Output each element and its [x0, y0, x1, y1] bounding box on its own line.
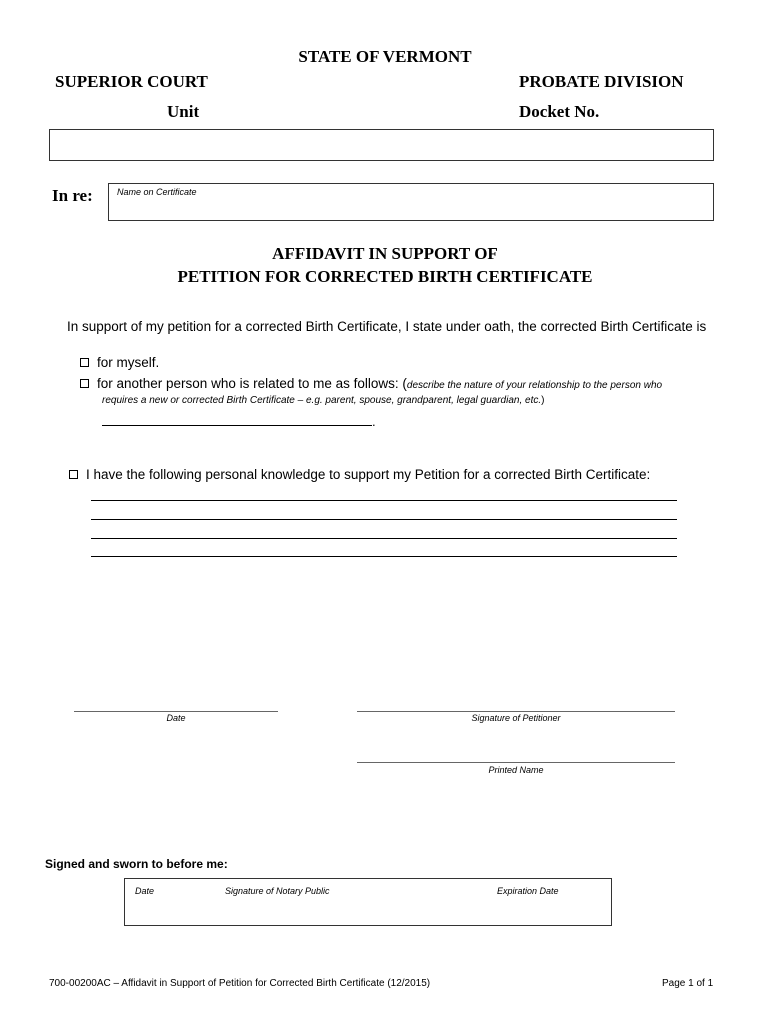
- myself-checkbox[interactable]: [80, 358, 89, 367]
- state-heading: STATE OF VERMONT: [298, 47, 472, 66]
- notary-heading: Signed and sworn to before me:: [45, 857, 228, 871]
- title-line-2: PETITION FOR CORRECTED BIRTH CERTIFICATE: [177, 267, 593, 286]
- knowledge-line-3[interactable]: [91, 538, 677, 539]
- intro-paragraph: In support of my petition for a corrected Birth Certificate, I state under oath, the corrected Birth Certificate is: [67, 319, 707, 334]
- printed-name-line[interactable]: [357, 762, 675, 763]
- division-heading: PROBATE DIVISION: [519, 72, 684, 91]
- name-on-certificate-field[interactable]: [108, 183, 714, 221]
- option-myself-label: for myself.: [97, 355, 160, 370]
- court-heading: SUPERIOR COURT: [55, 72, 208, 91]
- notary-signature-label: Signature of Notary Public: [225, 886, 330, 896]
- knowledge-checkbox[interactable]: [69, 470, 78, 479]
- option-another-person: [80, 376, 740, 391]
- knowledge-option: [69, 467, 650, 482]
- notary-expiration-label: Expiration Date: [497, 886, 559, 896]
- title-line-1: AFFIDAVIT IN SUPPORT OF: [272, 244, 498, 263]
- option-another-continued: [102, 395, 544, 406]
- knowledge-line-4[interactable]: [91, 556, 677, 557]
- printed-name-label: Printed Name: [488, 765, 544, 775]
- another-person-checkbox[interactable]: [80, 379, 89, 388]
- form-id-footer: 700-00200AC – Affidavit in Support of Petition for Corrected Birth Certificate (12/2015): [49, 978, 431, 989]
- knowledge-label: I have the following personal knowledge to support my Petition for a corrected Birth Certificate:: [86, 467, 651, 482]
- in-re-label: In re:: [52, 186, 93, 205]
- page-number: Page 1 of 1: [662, 978, 714, 989]
- option-myself: [80, 355, 159, 370]
- petitioner-signature-line[interactable]: [357, 711, 675, 712]
- petitioner-signature-label: Signature of Petitioner: [471, 713, 561, 723]
- option-another-close: ): [541, 395, 545, 406]
- date-signature-line[interactable]: [74, 711, 278, 712]
- relationship-blank[interactable]: [102, 425, 372, 426]
- knowledge-line-1[interactable]: [91, 500, 677, 501]
- docket-label: Docket No.: [519, 102, 600, 121]
- name-on-certificate-label: Name on Certificate: [117, 187, 197, 197]
- option-another-cont-text: requires a new or corrected Birth Certificate – e.g. parent, spouse, grandparent, legal guardian, etc.: [102, 395, 542, 406]
- relationship-blank-period: .: [372, 414, 376, 429]
- unit-label: Unit: [167, 102, 200, 121]
- unit-docket-field[interactable]: [49, 129, 714, 161]
- option-another-label: for another person who is related to me as follows: (: [97, 376, 407, 391]
- date-label: Date: [166, 713, 186, 723]
- notary-date-label: Date: [135, 886, 155, 896]
- option-another-italic: describe the nature of your relationship to the person who: [406, 380, 663, 391]
- knowledge-line-2[interactable]: [91, 519, 677, 520]
- notary-box[interactable]: [124, 878, 612, 926]
